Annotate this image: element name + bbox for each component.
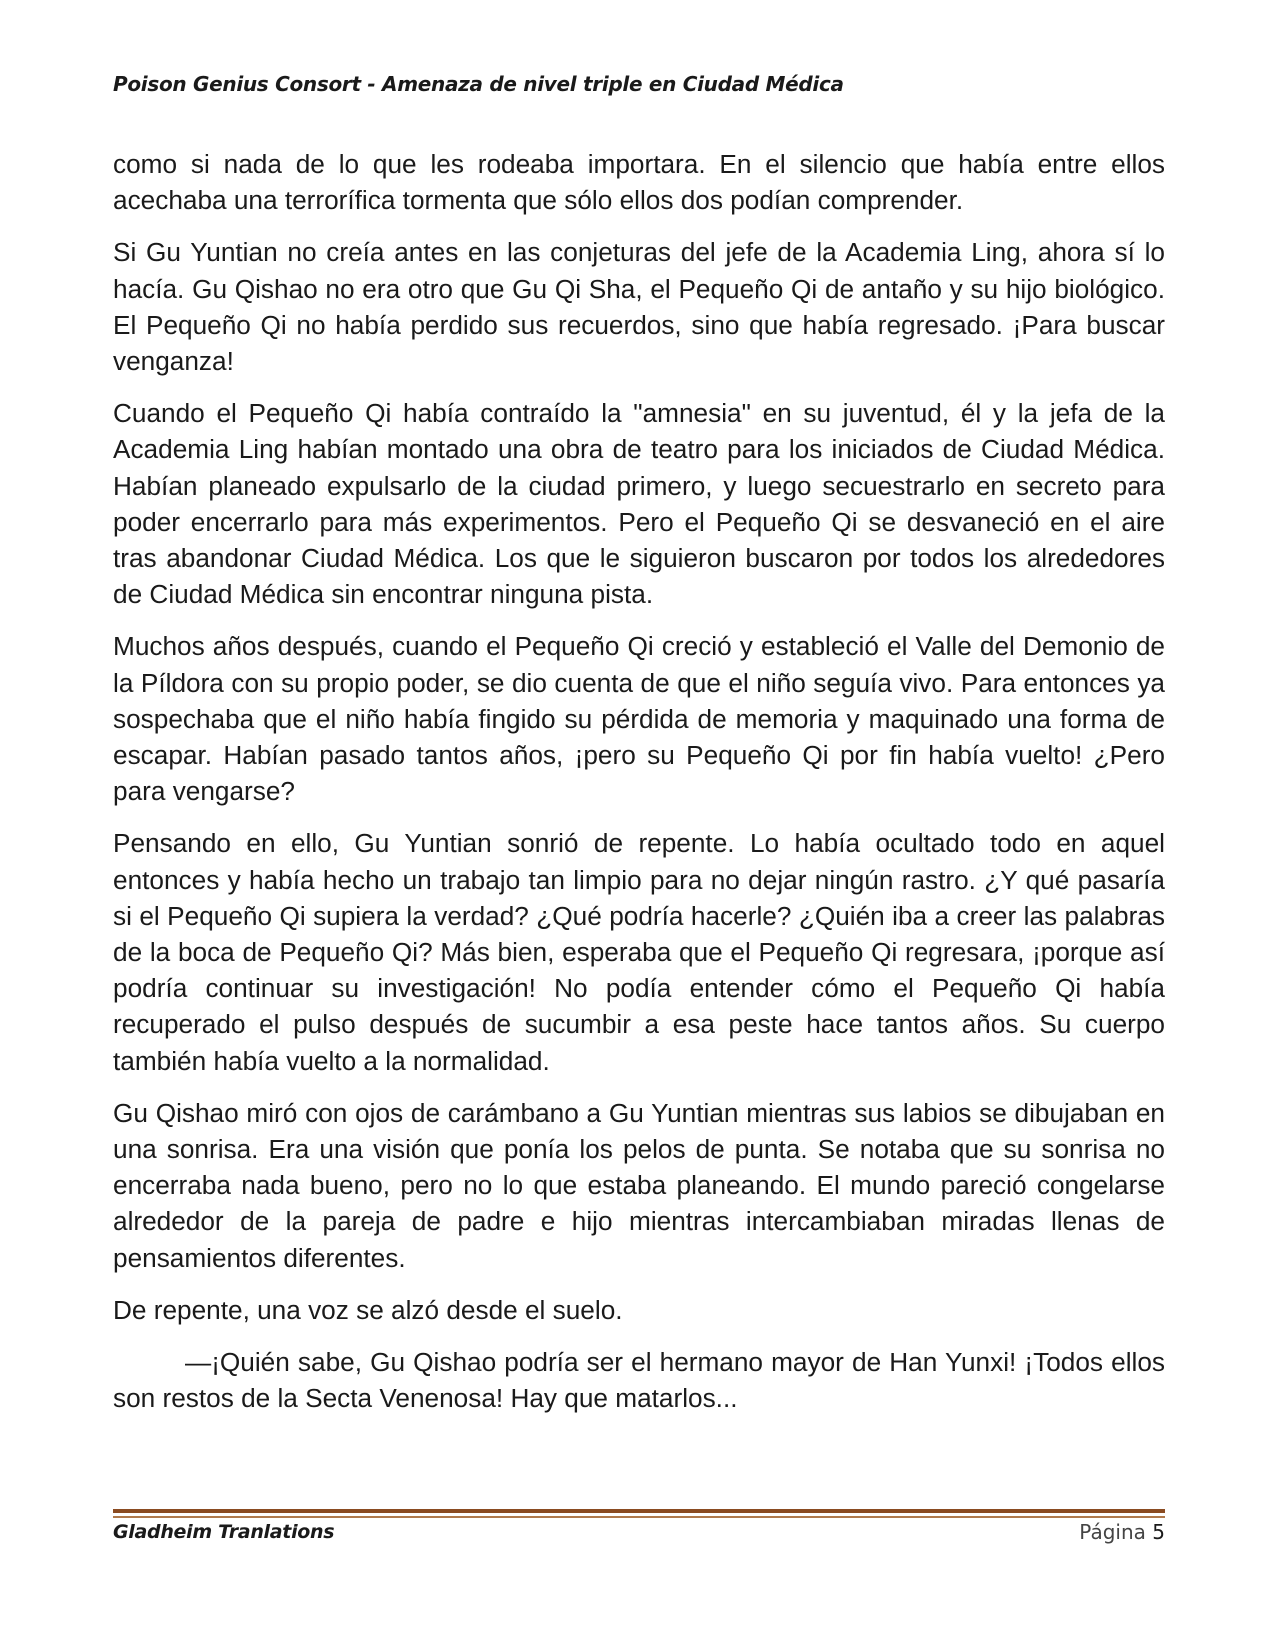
footer-credit: Gladheim Tranlations: [113, 1521, 335, 1543]
paragraph-3: Cuando el Pequeño Qi había contraído la "amnesia" en su juventud, él y la jefa de la Academia Ling habían montado una obra de teatro para los iniciados de Ciudad Médica. Habían planeado expulsarlo de la ciudad primero, y luego secuestrarlo en secreto para poder encerrarlo para más experimentos. Pero el Pequeño Qi se desvaneció en el aire tras abandonar Ciudad Médica. Los que le siguieron buscaron por todos los alrededores de Ciudad Médica sin encontrar ninguna pista.: [113, 398, 1165, 610]
paragraph-7: De repente, una voz se alzó desde el suelo.: [113, 1294, 623, 1325]
paragraph-1: como si nada de lo que les rodeaba importara. En el silencio que había entre ellos acechaba una terrorífica tormenta que sólo ellos dos podían comprender.: [113, 149, 1165, 216]
paragraph-4: Muchos años después, cuando el Pequeño Qi creció y estableció el Valle del Demonio de la Píldora con su propio poder, se dio cuenta de que el niño seguía vivo. Para entonces ya sospechaba que el niño había fingido su pérdida de memoria y maquinado una forma de escapar. Habían pasado tantos años, ¡pero su Pequeño Qi por fin había vuelto! ¿Pero para vengarse?: [113, 631, 1165, 807]
page-number: 5: [1152, 1520, 1165, 1544]
paragraph-5: Pensando en ello, Gu Yuntian sonrió de repente. Lo había ocultado todo en aquel entonces y había hecho un trabajo tan limpio para no dejar ningún rastro. ¿Y qué pasaría si el Pequeño Qi supiera la verdad? ¿Qué podría hacerle? ¿Quién iba a creer las palabras de la boca de Pequeño Qi? Más bien, esperaba que el Pequeño Qi regresara, ¡porque así podría continuar su investigación! No podía entender cómo el Pequeño Qi había recuperado el pulso después de sucumbir a esa peste hace tantos años. Su cuerpo también había vuelto a la normalidad.: [113, 828, 1165, 1076]
paragraph-6: Gu Qishao miró con ojos de carámbano a Gu Yuntian mientras sus labios se dibujaban en una sonrisa. Era una visión que ponía los pelos de punta. Se notaba que su sonrisa no encerraba nada bueno, pero no lo que estaba planeando. El mundo pareció congelarse alrededor de la pareja de padre e hijo mientras intercambiaban miradas llenas de pensamientos diferentes.: [113, 1097, 1165, 1273]
footer-divider-thick: [113, 1509, 1165, 1513]
footer-page-indicator: [1079, 1520, 1165, 1544]
page-label: Página: [1079, 1520, 1146, 1544]
paragraph-8-dialogue: —¡Quién sabe, Gu Qishao podría ser el hermano mayor de Han Yunxi! ¡Todos ellos son restos de la Secta Venenosa! Hay que matarlos...: [113, 1347, 1165, 1414]
page-header-title: Poison Genius Consort - Amenaza de nivel triple en Ciudad Médica: [113, 72, 844, 96]
document-body: [113, 146, 1165, 1433]
paragraph-2: Si Gu Yuntian no creía antes en las conjeturas del jefe de la Academia Ling, ahora sí lo hacía. Gu Qishao no era otro que Gu Qi Sha, el Pequeño Qi de antaño y su hijo biológico. El Pequeño Qi no había perdido sus recuerdos, sino que había regresado. ¡Para buscar venganza!: [113, 237, 1165, 377]
footer-divider-thin: [113, 1516, 1165, 1518]
